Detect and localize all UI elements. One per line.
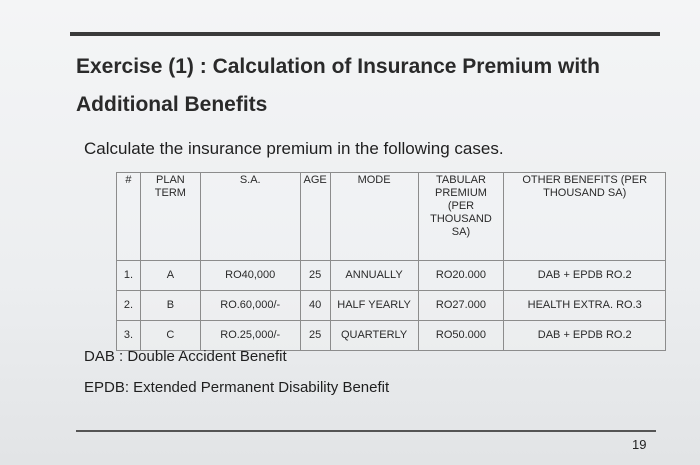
cell-other-benefits: HEALTH EXTRA. RO.3 — [504, 291, 666, 321]
header-number: # — [117, 173, 141, 261]
cell-plan-term: B — [140, 291, 200, 321]
header-plan-term: PLAN TERM — [140, 173, 200, 261]
table-row — [117, 291, 666, 321]
cell-age: 40 — [300, 291, 330, 321]
cell-mode: HALF YEARLY — [330, 291, 418, 321]
cell-other-benefits: DAB + EPDB RO.2 — [504, 261, 666, 291]
slide-title: Exercise (1) : Calculation of Insurance Premium with Additional Benefits — [76, 55, 600, 116]
header-tabular-premium: TABULAR PREMIUM (PER THOUSAND SA) — [418, 173, 504, 261]
dab-definition: DAB : Double Accident Benefit — [84, 348, 287, 365]
header-mode: MODE — [330, 173, 418, 261]
cell-sum-assured: RO.60,000/- — [200, 291, 300, 321]
premium-table — [116, 172, 666, 351]
cell-plan-term: C — [140, 321, 200, 351]
cell-number: 2. — [117, 291, 141, 321]
cell-age: 25 — [300, 261, 330, 291]
table-row — [117, 261, 666, 291]
cell-tabular-premium: RO50.000 — [418, 321, 504, 351]
table-header-row — [117, 173, 666, 261]
epdb-definition: EPDB: Extended Permanent Disability Benefit — [84, 379, 390, 396]
cell-number: 3. — [117, 321, 141, 351]
cell-tabular-premium: RO20.000 — [418, 261, 504, 291]
bottom-rule — [76, 430, 656, 432]
cell-other-benefits: DAB + EPDB RO.2 — [504, 321, 666, 351]
cell-sum-assured: RO40,000 — [200, 261, 300, 291]
page-number: 19 — [632, 437, 647, 452]
table-row — [117, 321, 666, 351]
cell-tabular-premium: RO27.000 — [418, 291, 504, 321]
header-other-benefits: OTHER BENEFITS (PER THOUSAND SA) — [504, 173, 666, 261]
header-sum-assured: S.A. — [200, 173, 300, 261]
instruction-text: Calculate the insurance premium in the following cases. — [84, 139, 504, 158]
cell-plan-term: A — [140, 261, 200, 291]
cell-mode: ANNUALLY — [330, 261, 418, 291]
header-age: AGE — [300, 173, 330, 261]
cell-number: 1. — [117, 261, 141, 291]
cell-mode: QUARTERLY — [330, 321, 418, 351]
top-rule — [70, 32, 660, 36]
cell-age: 25 — [300, 321, 330, 351]
cell-sum-assured: RO.25,000/- — [200, 321, 300, 351]
